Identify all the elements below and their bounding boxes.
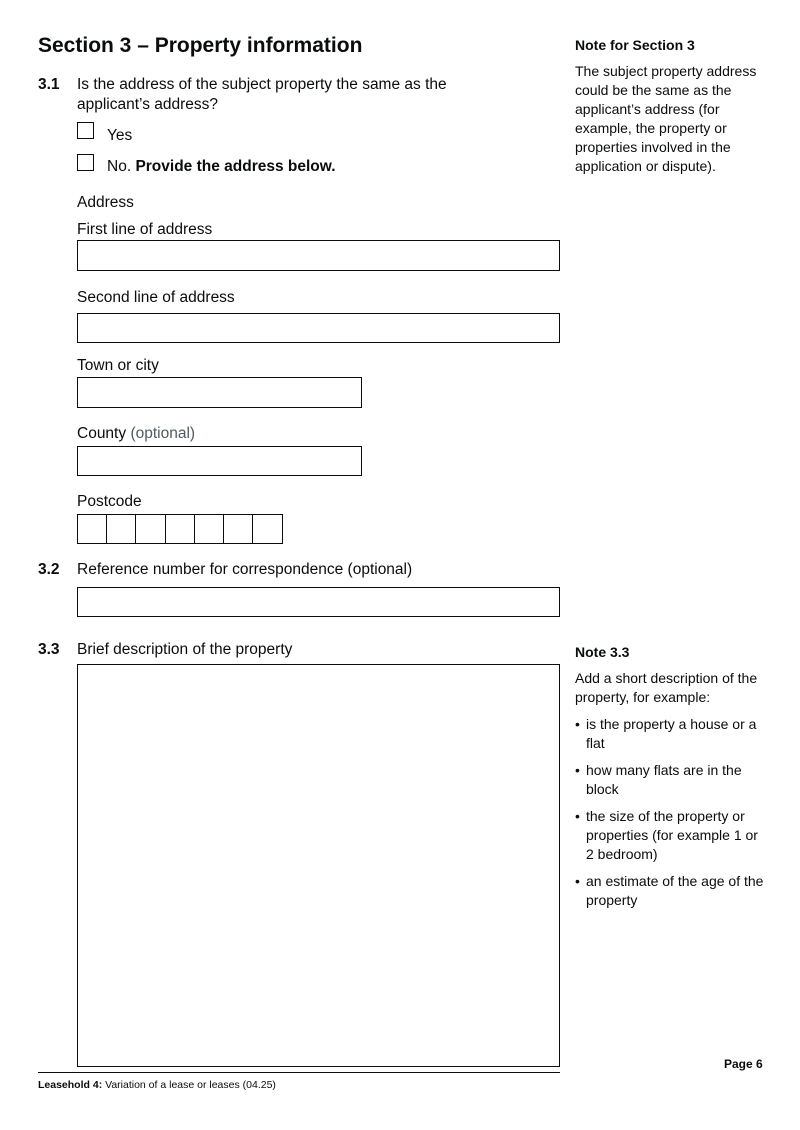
yes-checkbox[interactable] bbox=[77, 122, 94, 139]
second-line-address-field[interactable] bbox=[77, 313, 560, 343]
postcode-boxes bbox=[77, 514, 281, 544]
postcode-label: Postcode bbox=[77, 493, 142, 510]
county-field[interactable] bbox=[77, 446, 362, 476]
note-3-3-body bbox=[575, 669, 765, 918]
footer-form-name: Leasehold 4: bbox=[38, 1079, 103, 1091]
postcode-box[interactable] bbox=[223, 514, 254, 544]
no-checkbox[interactable] bbox=[77, 154, 94, 171]
second-line-label: Second line of address bbox=[77, 289, 235, 306]
no-label-instruction: Provide the address below. bbox=[135, 158, 336, 175]
note-3-3-bullet: • the size of the property or properties (for example 1 or 2 bedroom) bbox=[575, 807, 765, 864]
postcode-box[interactable] bbox=[165, 514, 196, 544]
footer-divider bbox=[38, 1072, 560, 1073]
county-label bbox=[77, 425, 195, 443]
county-label-text: County bbox=[77, 425, 127, 442]
question-number-3-3: 3.3 bbox=[38, 641, 60, 658]
yes-label: Yes bbox=[107, 127, 133, 144]
county-optional: (optional) bbox=[130, 425, 196, 442]
no-label-prefix: No. bbox=[107, 158, 136, 175]
note-3-3-intro: Add a short description of the property, for example: bbox=[575, 670, 758, 705]
note-3-3-bullet: • is the property a house or a flat bbox=[575, 715, 765, 753]
note-3-3-bullet: • how many flats are in the block bbox=[575, 761, 765, 799]
town-field[interactable] bbox=[77, 377, 362, 408]
section-title: Section 3 – Property information bbox=[38, 34, 363, 57]
postcode-box[interactable] bbox=[135, 514, 166, 544]
question-number-3-2: 3.2 bbox=[38, 561, 60, 578]
reference-number-field[interactable] bbox=[77, 587, 560, 617]
note-section-3-title: Note for Section 3 bbox=[575, 37, 695, 53]
question-number-3-1: 3.1 bbox=[38, 76, 60, 93]
note-3-3-list bbox=[575, 715, 765, 910]
property-description-field[interactable] bbox=[77, 664, 560, 1067]
note-3-3-title: Note 3.3 bbox=[575, 644, 630, 660]
question-text-3-3: Brief description of the property bbox=[77, 641, 293, 658]
postcode-box[interactable] bbox=[252, 514, 283, 544]
first-line-address-field[interactable] bbox=[77, 240, 560, 271]
note-3-3-bullet: • an estimate of the age of the property bbox=[575, 872, 765, 910]
footer-form-info bbox=[38, 1079, 276, 1091]
address-heading: Address bbox=[77, 194, 134, 211]
postcode-box[interactable] bbox=[106, 514, 137, 544]
postcode-box[interactable] bbox=[194, 514, 225, 544]
no-label bbox=[107, 158, 336, 176]
footer-form-desc: Variation of a lease or leases (04.25) bbox=[102, 1079, 276, 1091]
question-text-3-2: Reference number for correspondence (optional) bbox=[77, 561, 413, 578]
postcode-box[interactable] bbox=[77, 514, 108, 544]
question-text-3-1: Is the address of the subject property the same as the applicant’s address? bbox=[77, 76, 447, 113]
page-number: Page 6 bbox=[724, 1057, 763, 1071]
town-label: Town or city bbox=[77, 357, 159, 374]
first-line-label: First line of address bbox=[77, 221, 213, 238]
note-section-3-body: The subject property address could be the same as the applicant’s address (for example, the property or properties involved in the application or dispute). bbox=[575, 63, 757, 174]
